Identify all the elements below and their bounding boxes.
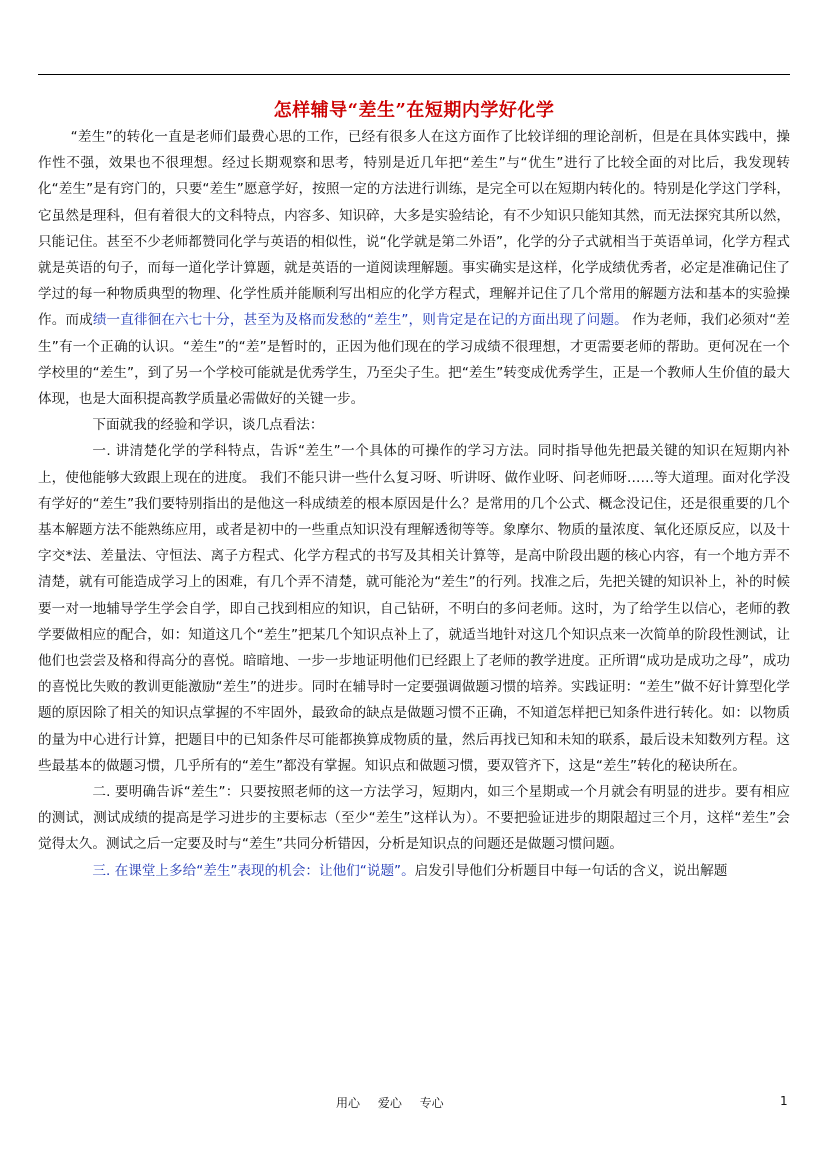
intro-highlight: 绩一直徘徊在六七十分，甚至为及格而发愁的“差生”，则肯定是在记的方面出现了问题。 <box>92 312 628 329</box>
point-two-paragraph: 二. 要明确告诉“差生”：只要按照老师的这一方法学习，短期内，如三个星期或一个月就会有明显的进步。要有相应的测试，测试成绩的提高是学习进步的主要标志（至少“差生”这样认为）。不要把验证进步的期限超过三个月，这样“差生”会觉得太久。测试之后一定要及时与“差生”共同分析错因，分析是知识点的问题还是做题习惯问题。 <box>38 784 790 853</box>
point-three-text: 启发引导他们分析题目中每一句话的含义，说出解题 <box>414 862 728 879</box>
intro-text-part2: 作为老师，我们必须对“差生”有一个正确的认识。“差生”的“差”是暂时的，正因为他们现在的学习成绩不很理想，才更需要老师的帮助。更何况在一个学校里的“差生”，到了另一个学校可能就是优秀学生，乃至尖子生。把“差生”转变成优秀学生，正是一个教师人生价值的最大体现，也是大面积提高教学质量必需做好的关键一步。 <box>38 312 790 408</box>
footer-motto: 用心 爱心 专心 <box>336 1096 444 1110</box>
intro-text-part1: “差生”的转化一直是老师们最费心思的工作，已经有很多人在这方面作了比较详细的理论剖析，但是在具体实践中，操作性不强，效果也不很理想。经过长期观察和思考，特别是近几年把“差生”与“优生”进行了比较全面的对比后，我发现转化“差生”是有窍门的，只要“差生”愿意学好，按照一定的方法进行训练，是完全可以在短期内转化的。特别是化学这门学科，它虽然是理科，但有着很大的文科特点，内容多、知识碎，大多是实验结论，有不少知识只能知其然，而无法探究其所以然，只能记住。甚至不少老师都赞同化学与英语的相似性，说“化学就是第二外语”，化学的分子式就相当于英语单词，化学方程式就是英语的句子，而每一道化学计算题，就是英语的一道阅读理解题。事实确实是这样，化学成绩优秀者，必定是准确记住了学过的每一种物质典型的物理、化学性质并能顺利写出相应的化学方程式，理解并记住了几个常用的解题方法和基本的实验操作。而成 <box>38 129 790 329</box>
point-three-highlight: 三. 在课堂上多给“差生”表现的机会：让他们“说题”。 <box>92 862 415 879</box>
point-one-paragraph: 一. 讲清楚化学的学科特点，告诉“差生”一个具体的可操作的学习方法。同时指导他先把最关键的知识在短期内补上，使他能够大致跟上现在的进度。 我们不能只讲一些什么复习呀、听讲呀、做作业呀、问老师呀……等大道理。面对化学没有学好的“差生”我们要特别指出的是他这一科成绩差的根本原因是什么？是常用的几个公式、概念没记住，还是很重要的几个基本解题方法不能熟练应用，或者是初中的一些重点知识没有理解透彻等等。象摩尔、物质的量浓度、氧化还原反应，以及十字交*法、差量法、守恒法、离子方程式、化学方程式的书写及其相关计算等，是高中阶段出题的核心内容，有一个地方弄不清楚，就有可能造成学习上的困难，有几个弄不清楚，就可能沦为“差生”的行列。找准之后，先把关键的知识补上，补的时候要一对一地辅导学生学会自学，即自己找到相应的知识，自己钻研，不明白的多问老师。这时，为了给学生以信心，老师的教学要做相应的配合，如：知道这几个“差生”把某几个知识点补上了，就适当地针对这几个知识点来一次简单的阶段性测试，让他们也尝尝及格和得高分的喜悦。暗暗地、一步一步地证明他们已经跟上了老师的教学进度。正所谓“成功是成功之母”，成功的喜悦比失败的教训更能激励“差生”的进步。同时在辅导时一定要强调做题习惯的培养。实践证明：“差生”做不好计算型化学题的原因除了相关的知识点掌握的不牢固外，最致命的缺点是做题习惯不正确，不知道怎样把已知条件进行转化。如：以物质的量为中心进行计算，把题目中的已知条件尽可能都换算成物质的量，然后再找已知和未知的联系，最后设未知数列方程。这些最基本的做题习惯，几乎所有的“差生”都没有掌握。知识点和做题习惯，要双管齐下，这是“差生”转化的秘诀所在。 <box>38 443 790 774</box>
header-rule <box>38 74 790 75</box>
page-number: 1 <box>780 1094 788 1108</box>
document-body <box>38 124 790 884</box>
lead-in-paragraph: 下面就我的经验和学识，谈几点看法： <box>92 417 324 434</box>
point-three-paragraph <box>38 858 790 884</box>
document-title: 怎样辅导“差生”在短期内学好化学 <box>273 100 555 122</box>
intro-paragraph <box>38 124 790 412</box>
page-footer <box>0 1094 827 1114</box>
